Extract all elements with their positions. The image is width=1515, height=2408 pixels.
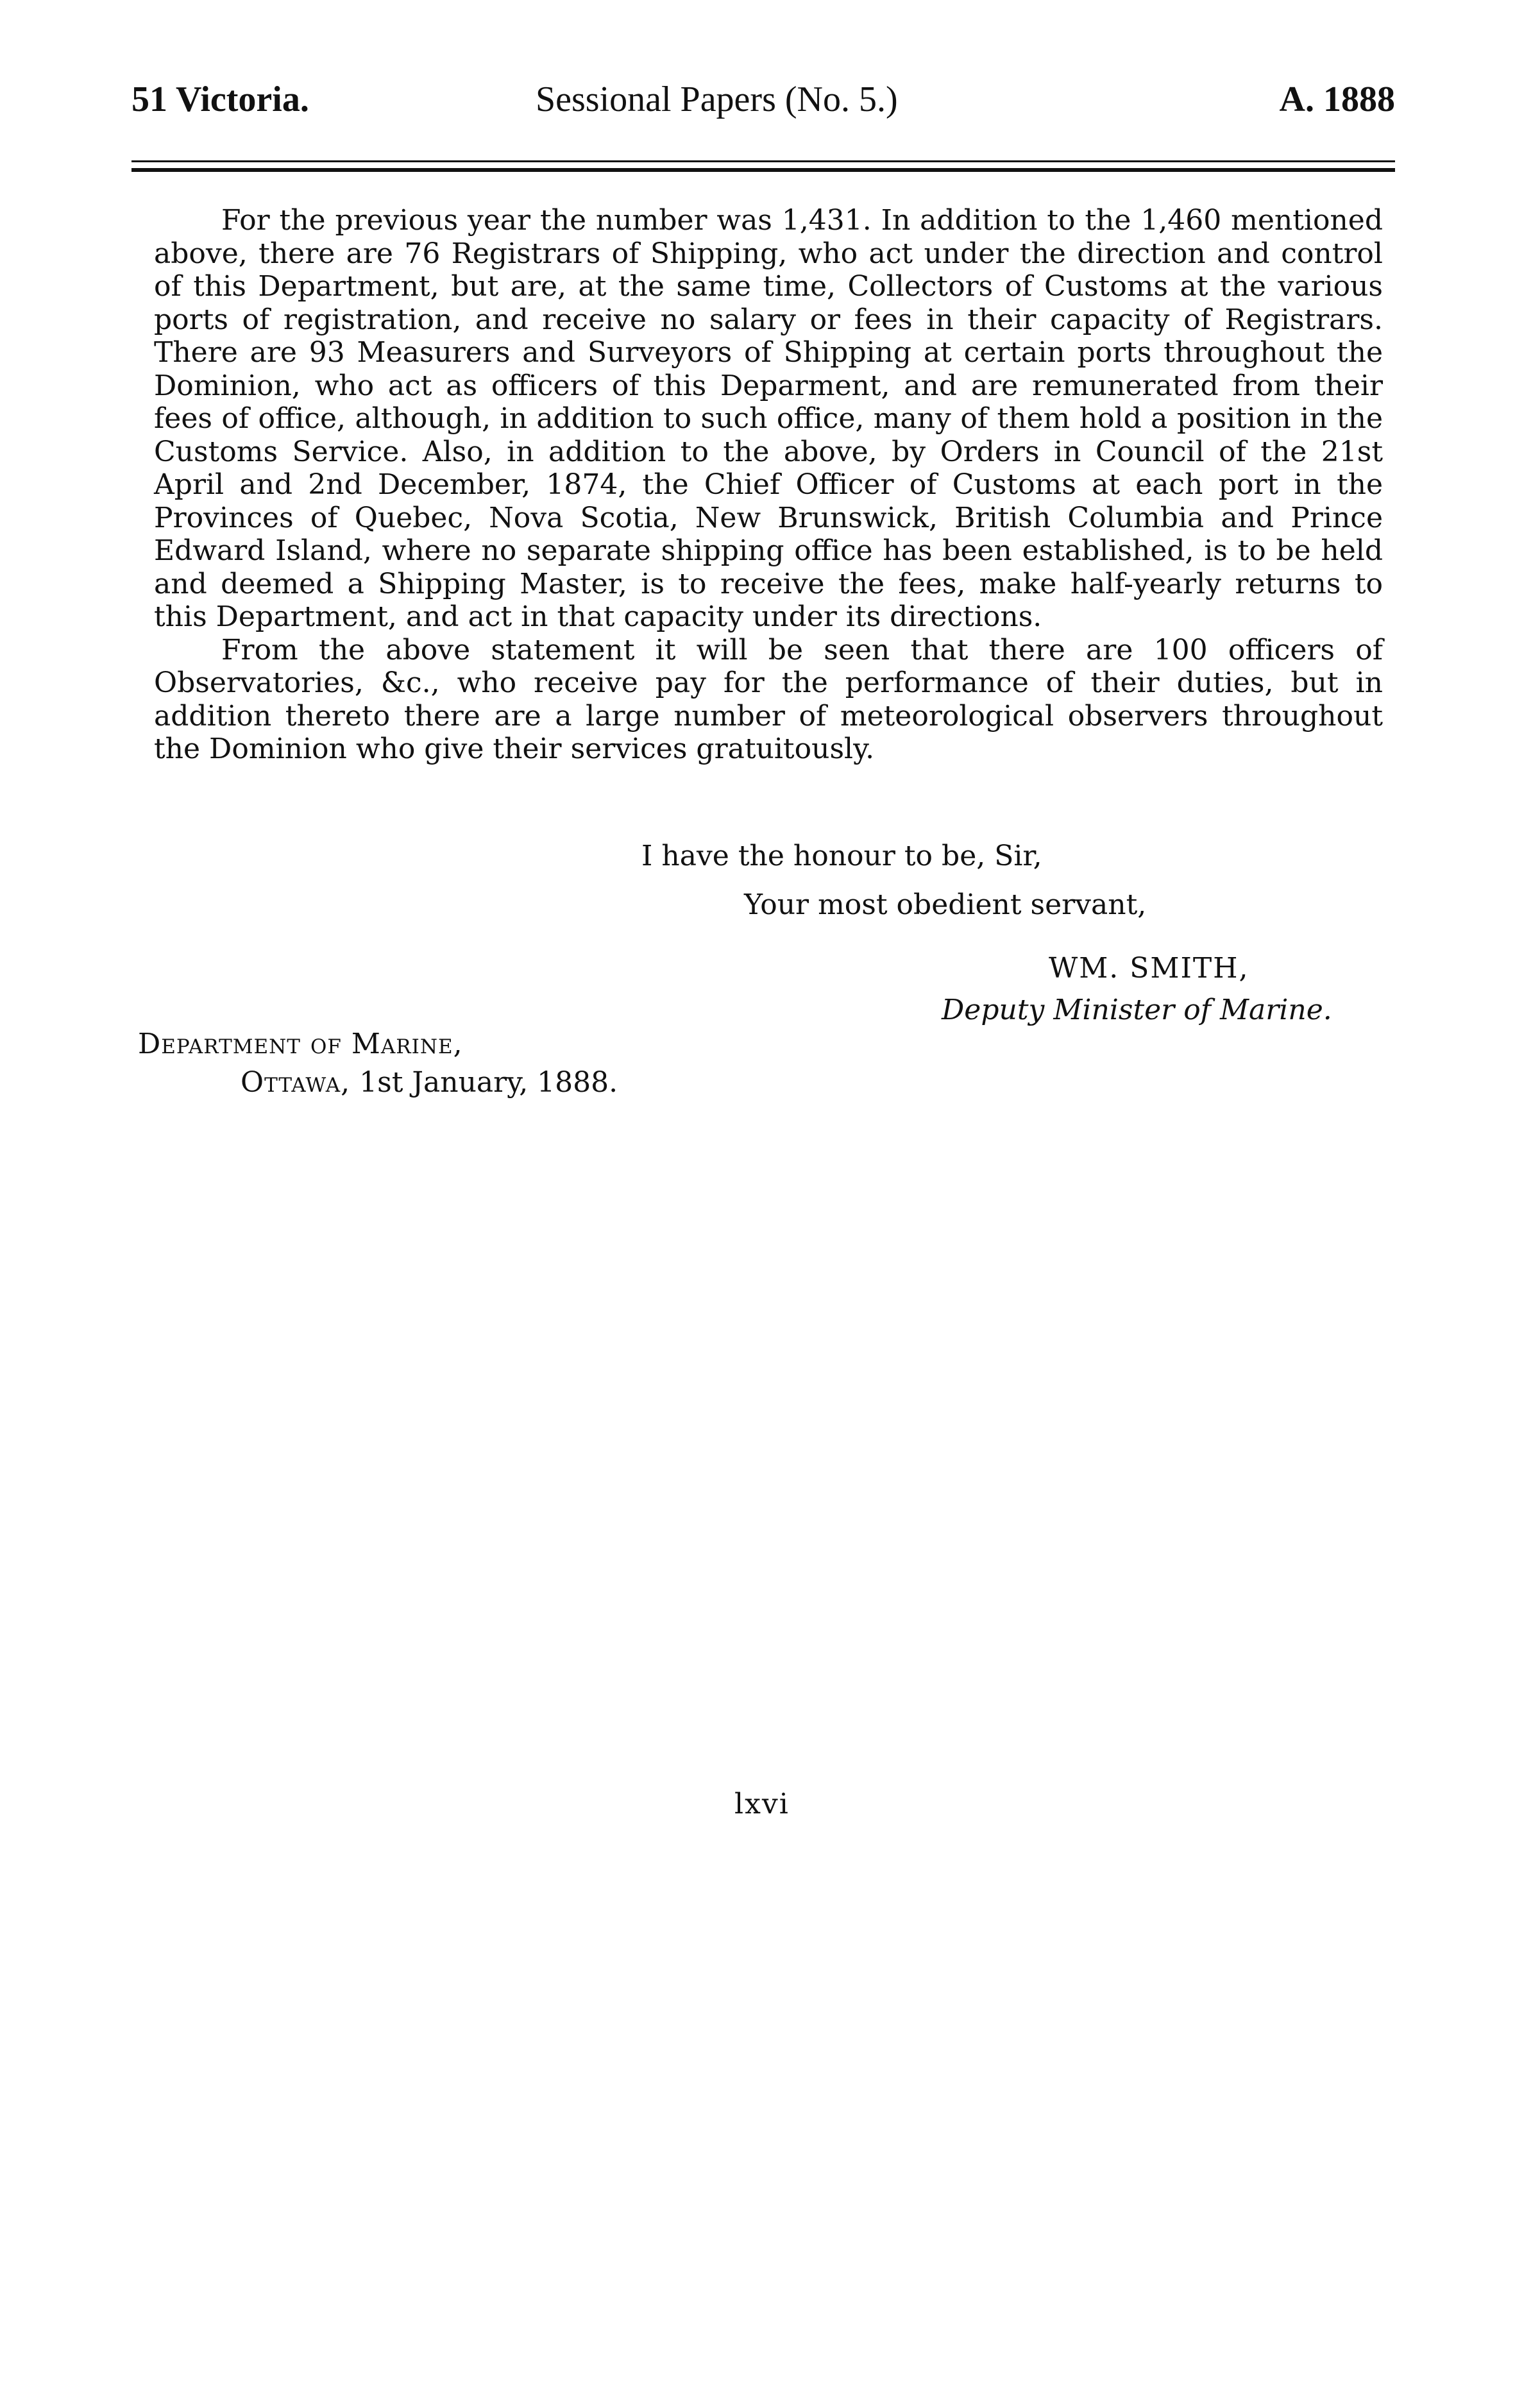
place-date bbox=[241, 1065, 618, 1100]
closing-line-2: Your most obedient servant, bbox=[744, 888, 1147, 921]
header-year: A. 1888 bbox=[1279, 80, 1395, 119]
department-name: Department of Marine, bbox=[138, 1028, 463, 1060]
closing-line-1: I have the honour to be, Sir, bbox=[641, 840, 1042, 872]
signature-title: Deputy Minister of Marine. bbox=[942, 994, 1332, 1026]
header-session: 51 Victoria. bbox=[131, 80, 309, 119]
page-number: lxvi bbox=[734, 1788, 790, 1820]
header-rule-thin bbox=[131, 160, 1395, 162]
header-rule-thick bbox=[131, 168, 1395, 172]
signature-name: WM. SMITH, bbox=[1049, 952, 1249, 985]
body-text bbox=[154, 204, 1383, 766]
header-title: Sessional Papers (No. 5.) bbox=[536, 80, 898, 119]
paragraph-2: From the above statement it will be seen that there are 100 officers of Observatories, &c., who receive pay for the performance of their duties, but in addition thereto there are a large number of meteorological observers throughout the Dominion who give their services gratuitously. bbox=[154, 633, 1383, 765]
running-header bbox=[131, 71, 1395, 128]
paragraph-1: For the previous year the number was 1,431. In addition to the 1,460 mentioned above, there are 76 Registrars of Shipping, who act under the direction and control of this Department, but are, at the same time, Collectors of Customs at the various ports of registration, and receive no salary or fees in their capacity of Registrars. There are 93 Measurers and Surveyors of Shipping at certain ports throughout the Dominion, who act as officers of this Deparment, and are remunerated from their fees of office, although, in addition to such office, many of them hold a position in the Customs Service. Also, in addition to the above, by Orders in Council of the 21st April and 2nd December, 1874, the Chief Officer of Customs at each port in the Provinces of Quebec, Nova Scotia, New Brunswick, British Columbia and Prince Edward Island, where no separate shipping office has been established, is to be held and deemed a Shipping Master, is to receive the fees, make half-yearly returns to this Department, and act in that capacity under its directions. bbox=[154, 204, 1383, 633]
date: 1st January, 1888. bbox=[350, 1066, 618, 1099]
place: Ottawa, bbox=[241, 1066, 351, 1099]
